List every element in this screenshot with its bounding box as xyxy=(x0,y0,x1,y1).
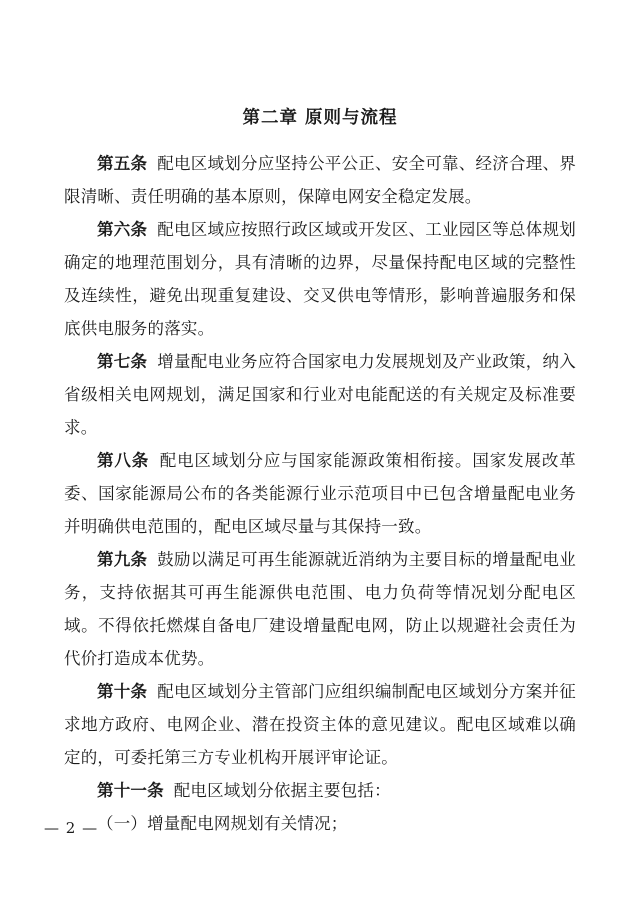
article-paragraph xyxy=(64,675,576,774)
article-number: 第七条 xyxy=(97,352,148,371)
article-text: 配电区域划分应与国家能源政策相衔接。国家发展改革委、国家能源局公布的各类能源行业示范项目中已包含增量配电业务并明确供电范围的，配电区域尽量与其保持一致。 xyxy=(64,451,576,536)
article-paragraph xyxy=(64,543,576,675)
article-number: 第十条 xyxy=(97,682,148,701)
article-text: 配电区域应按照行政区域或开发区、工业园区等总体规划确定的地理范围划分，具有清晰的边界，尽量保持配电区域的完整性及连续性，避免出现重复建设、交叉供电等情形，影响普遍服务和保底供电服务的落实。 xyxy=(64,220,576,338)
article-text: 鼓励以满足可再生能源就近消纳为主要目标的增量配电业务，支持依据其可再生能源供电范围、电力负荷等情况划分配电区域。不得依托燃煤自备电厂建设增量配电网，防止以规避社会责任为代价打造成本优势。 xyxy=(64,550,576,668)
chapter-title: 第二章 原则与流程 xyxy=(242,108,398,128)
article-text: 增量配电业务应符合国家电力发展规划及产业政策，纳入省级相关电网规划，满足国家和行业对电能配送的有关规定及标准要求。 xyxy=(64,352,576,437)
article-paragraph xyxy=(64,345,576,444)
article-paragraph xyxy=(64,213,576,345)
sub-item: （一）增量配电网规划有关情况； xyxy=(97,814,348,833)
document-body xyxy=(64,104,576,840)
article-number: 第十一条 xyxy=(97,781,164,800)
article-text: 配电区域划分依据主要包括： xyxy=(173,781,391,800)
article-paragraph xyxy=(64,147,576,213)
article-number: 第五条 xyxy=(97,154,148,173)
article-number: 第九条 xyxy=(97,550,148,569)
article-number: 第六条 xyxy=(97,220,148,239)
article-paragraph xyxy=(64,444,576,543)
article-paragraph xyxy=(64,774,576,807)
page-number: — 2 — xyxy=(44,819,99,837)
article-text: 配电区域划分应坚持公平公正、安全可靠、经济合理、界限清晰、责任明确的基本原则，保障电网安全稳定发展。 xyxy=(64,154,576,206)
article-text: 配电区域划分主管部门应组织编制配电区域划分方案并征求地方政府、电网企业、潜在投资主体的意见建议。配电区域难以确定的，可委托第三方专业机构开展评审论证。 xyxy=(64,682,576,767)
article-number: 第八条 xyxy=(97,451,150,470)
